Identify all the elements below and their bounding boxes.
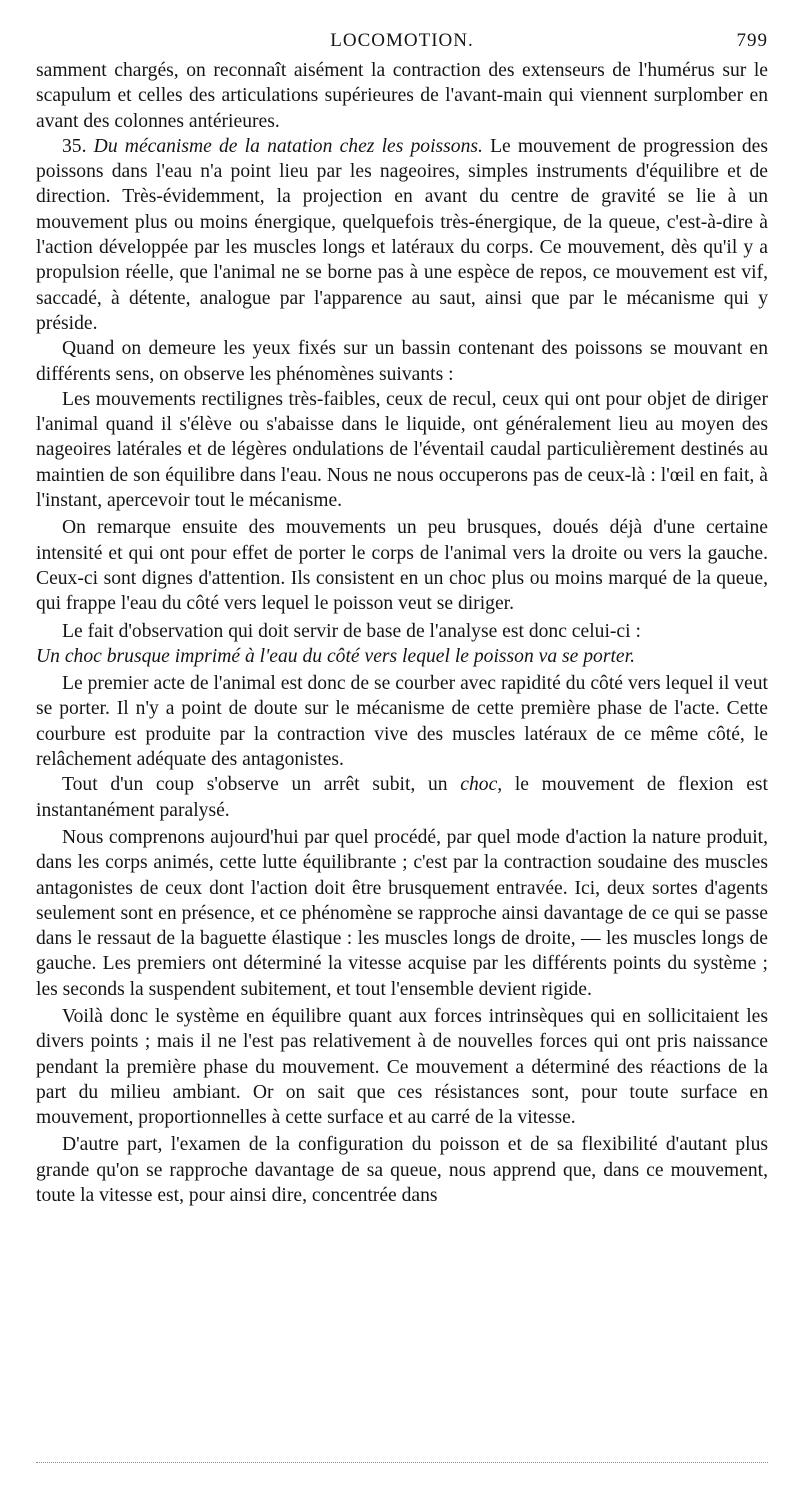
book-page bbox=[36, 30, 768, 1208]
emphasis: choc, bbox=[460, 774, 503, 796]
paragraph: Le fait d'observation qui doit servir de base de l'analyse est donc celui-ci : bbox=[62, 620, 641, 642]
running-title: LOCOMOTION. bbox=[330, 30, 474, 51]
paragraph: samment chargés, on reconnaît aisément la contraction des extenseurs de l'humérus sur le scapulum et celles des articulations supérieures de l'avant-main qui viennent surplomber en avant des colonnes antérieures. bbox=[36, 60, 768, 132]
paragraph: D'autre part, l'examen de la configuration du poisson et de sa flexibilité d'autant plus grande qu'on se rapproche davantage de sa queue, nous apprend que, dans ce mouvement, toute la vitesse est, pour ainsi dire, concentrée dans bbox=[36, 1134, 768, 1207]
paragraph: Le premier acte de l'animal est donc de se courber avec rapidité du côté vers lequel il veut se porter. Il n'y a point de doute sur le mécanisme de cette première phase de l'acte. Cette courbure est produite par la contraction vive des muscles latéraux de ce même côté, le relâchement adéquate des antagonistes. bbox=[36, 673, 768, 771]
italic-statement: Un choc brusque imprimé à l'eau du côté vers lequel le poisson va se porter. bbox=[36, 645, 635, 667]
paragraph-text: le mouvement de flexion est instantanément paralysé. bbox=[36, 774, 768, 821]
page-number: 799 bbox=[736, 30, 768, 51]
section-text: Le mouvement de progression des poissons dans l'eau n'a point lieu par les nageoires, simples instruments d'équilibre et de direction. Très-évidemment, la projection en avant du centre de gravité se lie à un mouvement plus ou moins énergique, quelquefois très-énergique, de la queue, c'est-à-dire à l'action développée par les muscles longs et latéraux du corps. Ce mouvement, dès qu'il y a propulsion réelle, que l'animal ne se borne pas à une espèce de repos, ce mouvement est vif, saccadé, à détente, analogue par l'apparence au saut, ainsi que par le mécanisme qui y préside. bbox=[36, 135, 768, 334]
paragraph bbox=[36, 772, 768, 823]
paragraph: Quand on demeure les yeux fixés sur un bassin contenant des poissons se mouvant en différents sens, on observe les phénomènes suivants : bbox=[36, 338, 768, 385]
running-header bbox=[36, 30, 768, 58]
footer-rule bbox=[36, 1462, 768, 1463]
section-number: 35. bbox=[62, 135, 87, 157]
section-heading: Du mécanisme de la natation chez les poissons. bbox=[93, 135, 483, 157]
paragraph: On remarque ensuite des mouvements un peu brusques, doués déjà d'une certaine intensité et qui ont pour effet de porter le corps de l'animal vers la droite ou vers la gauche. Ceux-ci sont dignes d'attention. Ils consistent en un choc plus ou moins marqué de la queue, qui frappe l'eau du côté vers lequel le poisson veut se diriger. bbox=[36, 517, 768, 615]
paragraph: Nous comprenons aujourd'hui par quel procédé, par quel mode d'action la nature produit, dans les corps animés, cette lutte équilibrante ; c'est par la contraction soudaine des muscles antagonistes de ceux dont l'action doit être brusquement entravée. Ici, deux sortes d'agents seulement sont en présence, et ce phénomène se rapproche ainsi davantage de ce qui se passe dans le ressaut de la baguette élastique : les muscles longs de droite, — les muscles longs de gauche. Les premiers ont déterminé la vitesse acquise par les différents points du système ; les seconds la suspendent subitement, et tout l'ensemble devient rigide. bbox=[36, 826, 768, 1000]
paragraph: Voilà donc le système en équilibre quant aux forces intrinsèques qui en sollicitaient les divers points ; mais il ne l'est pas relativement à de nouvelles forces qui ont pris naissance pendant la première phase du mouvement. Ce mouvement a déterminé des réactions de la part du milieu ambiant. Or on sait que ces résistances sont, pour toute surface en mouvement, proportionnelles à cette surface et au carré de la vitesse. bbox=[36, 1005, 768, 1129]
section-paragraph bbox=[36, 134, 768, 336]
body-text bbox=[36, 58, 768, 1208]
paragraph: Les mouvements rectilignes très-faibles, ceux de recul, ceux qui ont pour objet de diriger l'animal quand il s'élève ou s'abaisse dans le liquide, ont généralement lieu au moyen des nageoires latérales et de légères ondulations de l'éventail caudal particulièrement destinés au maintien de son équilibre dans l'eau. Nous ne nous occuperons pas de ceux-là : l'œil en fait, à l'instant, apercevoir tout le mécanisme. bbox=[36, 388, 768, 512]
paragraph-text: Tout d'un coup s'observe un arrêt subit, un bbox=[62, 774, 448, 796]
